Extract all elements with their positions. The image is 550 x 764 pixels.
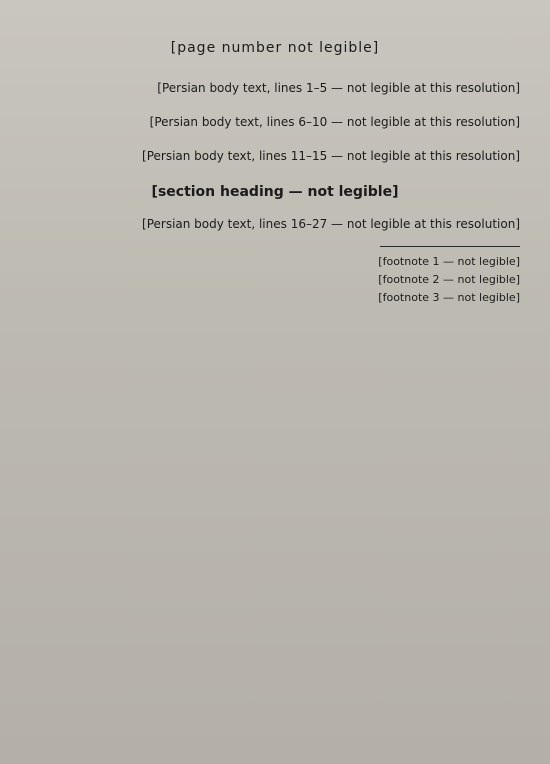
body-text — [30, 76, 520, 168]
footnote-3: [footnote 3 — not legible] — [378, 291, 520, 304]
page-number: [page number not legible] — [170, 40, 380, 56]
footnotes — [30, 253, 520, 307]
paragraph-3: [Persian body text, lines 11–15 — not legible at this resolution] — [142, 149, 520, 163]
section-heading: [section heading — not legible] — [151, 184, 399, 200]
footnote-2: [footnote 2 — not legible] — [378, 273, 520, 286]
paragraph-1: [Persian body text, lines 1–5 — not legible at this resolution] — [157, 81, 520, 95]
section-text — [30, 212, 520, 236]
section-paragraph-1: [Persian body text, lines 16–27 — not legible at this resolution] — [142, 217, 520, 231]
footnote-1: [footnote 1 — not legible] — [378, 255, 520, 268]
footnote-divider — [380, 246, 520, 247]
paragraph-2: [Persian body text, lines 6–10 — not legible at this resolution] — [149, 115, 520, 129]
